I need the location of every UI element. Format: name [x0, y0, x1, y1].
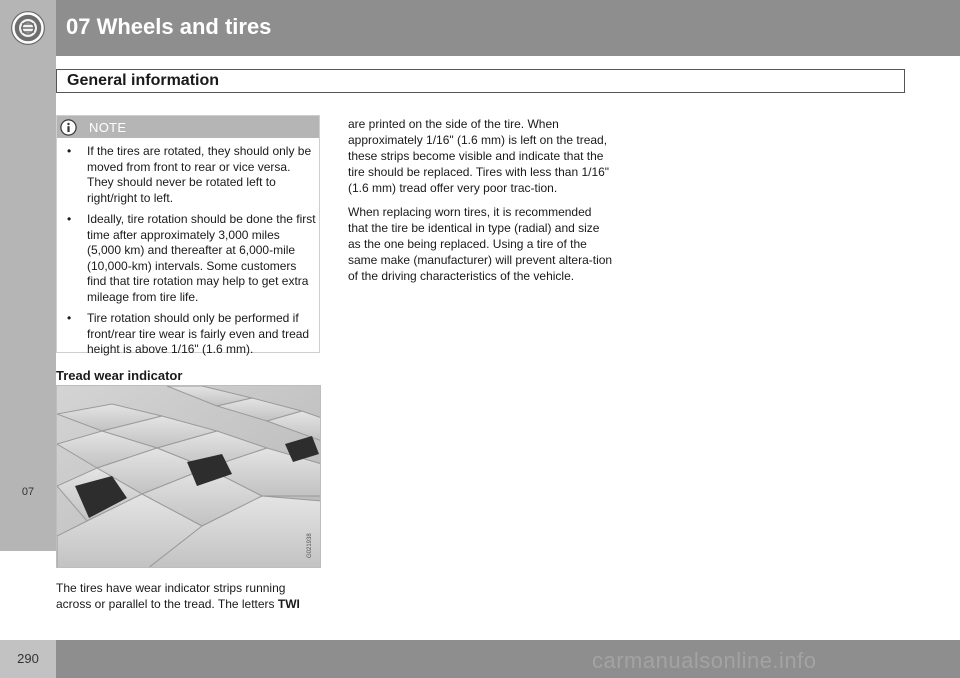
tread-caption-text: The tires have wear indicator strips running across or parallel to the tread. The letters	[56, 581, 286, 611]
note-box	[56, 115, 320, 356]
chapter-side-tab	[0, 56, 56, 551]
note-item-text: If the tires are rotated, they should only be moved from front to rear or vice versa. They should never be rotated left to right/right to left.	[87, 144, 312, 205]
section-title-bar	[56, 69, 905, 93]
twi-label: TWI	[277, 597, 300, 611]
note-item-text: Ideally, tire rotation should be done the first time after approximately 3,000 miles (5,000 km) and thereafter at 6,000-mile (10,000-km) intervals. Some customers find that tire rotation may help to get extra mileage from tire life.	[87, 212, 316, 304]
bullet-icon: •	[67, 144, 72, 158]
bullet-icon: •	[67, 212, 72, 226]
bullet-icon: •	[67, 311, 72, 325]
section-title: General information	[67, 72, 220, 89]
figure-code: G021938	[307, 533, 313, 558]
right-column	[348, 116, 614, 292]
page-number: 290	[17, 651, 39, 666]
tread-wear-heading: Tread wear indicator	[56, 368, 183, 383]
chapter-title: 07 Wheels and tires	[66, 14, 272, 39]
tire-icon	[0, 0, 56, 56]
tire-tread-illustration	[57, 386, 321, 568]
watermark: carmanualsonline.info	[592, 648, 817, 673]
note-item	[67, 212, 317, 305]
paragraph: are printed on the side of the tire. When approximately 1/16" (1.6 mm) is left on the tread, these strips become visible and indicate that the tire should be replaced. Tires with less than 1/16" (1.6 mm) tread offer very poor trac-tion.	[348, 117, 610, 195]
note-item	[67, 144, 317, 206]
note-bullet-list	[67, 144, 317, 364]
note-header	[57, 116, 319, 138]
info-icon	[60, 119, 77, 136]
note-item-text: Tire rotation should only be performed if front/rear tire wear is fairly even and tread height is above 1/16" (1.6 mm).	[87, 311, 310, 356]
paragraph: When replacing worn tires, it is recommended that the tire be identical in type (radial) and size as the one being replaced. Using a tire of the same make (manufacturer) will prevent altera-tion of the driving characteristics of the vehicle.	[348, 205, 613, 283]
tread-caption	[56, 580, 322, 612]
chapter-tab-label: 07	[21, 486, 35, 498]
note-label: NOTE	[89, 120, 127, 135]
chapter-icon-box	[0, 0, 56, 56]
tread-figure	[56, 385, 321, 568]
note-item	[67, 311, 317, 358]
